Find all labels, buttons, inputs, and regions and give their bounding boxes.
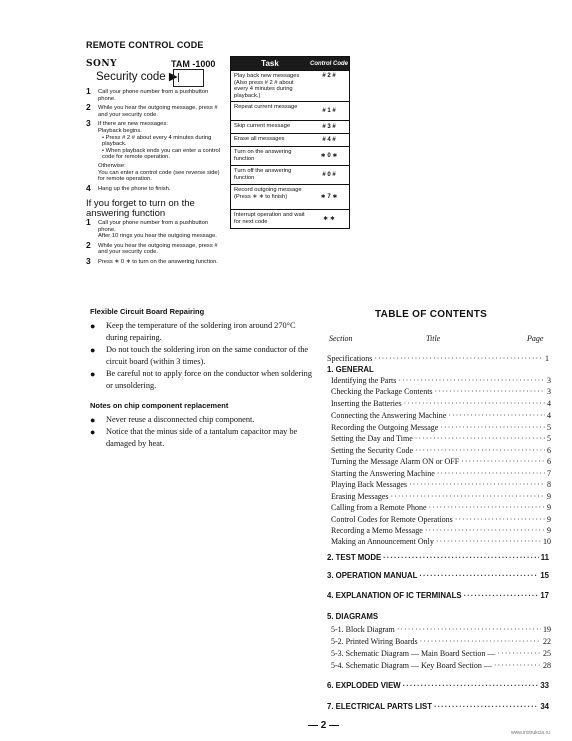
step-text: While you hear the outgoing message, press # and your security code. [98, 242, 218, 256]
toc-entry-label: 2. TEST MODE [327, 553, 382, 562]
toc-entry [329, 457, 551, 469]
security-code-label: Security code ▶ [96, 71, 178, 83]
list-item-text: Never reuse a disconnected chip component. [106, 415, 255, 424]
toc-entry-label: Playing Back Messages [331, 480, 407, 489]
toc-entry-label: Setting the Security Code [331, 446, 413, 455]
toc-entry-label: Connecting the Answering Machine [331, 411, 447, 420]
toc-entry-page: 10 [543, 537, 551, 546]
list-item-text: Do not touch the soldering iron on the same conductor of the circuit board (within 3 times). [106, 345, 309, 366]
toc-entry-label: Inserting the Batteries [331, 399, 402, 408]
toc-leader-dots [398, 376, 545, 385]
step-text: If there are new messages: [98, 121, 168, 128]
step-number: 4 [86, 182, 91, 193]
page-number: — 2 — [308, 720, 340, 731]
toc-entry-page: 25 [543, 649, 551, 658]
code-cell: ∗ 0 ∗ [320, 152, 338, 159]
list-item [88, 344, 313, 368]
toc-entry-page: 34 [540, 702, 549, 711]
toc-entry-label: Setting the Day and Time [331, 434, 413, 443]
toc-entry-label: Erasing Messages [331, 492, 389, 501]
step-number: 3 [86, 255, 91, 266]
step-number: 2 [86, 102, 91, 113]
toc-entry-page: 4 [547, 411, 551, 420]
forget-title: If you forget to turn on the answering function [86, 198, 195, 219]
task-cell: Skip current message [234, 123, 291, 129]
toc-entry [329, 480, 551, 492]
toc-entry-label: Starting the Answering Machine [331, 469, 435, 478]
task-table-header [231, 57, 349, 70]
toc-entry-page: 3 [547, 376, 551, 385]
toc-entry-label: 5. DIAGRAMS [327, 612, 379, 621]
toc-entry [329, 649, 551, 661]
step-number: 2 [86, 239, 91, 250]
chip-notes-title: Notes on chip component replacement [90, 401, 229, 410]
toc-leader-dots [415, 446, 545, 455]
toc-entry [329, 637, 551, 649]
bullet-icon: ● [90, 321, 96, 331]
toc-entry [329, 387, 551, 399]
toc-entry-page: 6 [547, 457, 551, 466]
list-item [88, 426, 313, 450]
toc-leader-dots [440, 423, 545, 432]
step-number: 1 [86, 86, 91, 96]
toc-section-header: Section [329, 334, 353, 343]
step-number: 3 [86, 118, 91, 129]
step-item [86, 102, 221, 118]
toc-entry-page: 1 [545, 354, 549, 363]
toc-entry [329, 411, 551, 423]
bullet-icon: ● [90, 415, 96, 425]
code-cell: # 2 # [322, 73, 336, 79]
toc-entry-page: 5 [547, 423, 551, 432]
step-item [86, 86, 221, 102]
toc-leader-dots [461, 457, 545, 466]
toc-entry [327, 702, 549, 714]
step-text: Call your phone number from a pushbutton phone. [98, 89, 209, 102]
flexible-circuit-list [88, 320, 313, 392]
security-code-box-divider [178, 73, 179, 82]
task-cell: Play back new messages (Also press # 2 # about every 4 minutes during playback.) [234, 73, 300, 99]
toc-entry [329, 537, 551, 549]
toc-entry-page: 9 [547, 492, 551, 501]
task-cell: Record outgoing message (Press ∗ ∗ to finish) [234, 187, 302, 200]
remote-steps [86, 86, 221, 195]
toc-leader-dots [429, 503, 545, 512]
toc-entry-label: Turning the Message Alarm ON or OFF [331, 457, 460, 466]
step-subline: • Press # 2 # about every 4 minutes during playback. [102, 134, 212, 148]
toc-entry-page: 11 [540, 553, 549, 562]
task-cell: Erase all messages [234, 136, 285, 142]
table-row [231, 209, 349, 228]
toc-entry-label: Specifications [327, 354, 373, 363]
table-row [231, 101, 349, 120]
table-row [231, 70, 349, 101]
toc-leader-dots [419, 571, 538, 580]
toc-entry-label: Control Codes for Remote Operations [331, 515, 453, 524]
toc-entry-page: 17 [540, 591, 549, 600]
task-cell: Repeat current message [234, 104, 298, 110]
toc-leader-dots [494, 661, 541, 670]
toc-entry [329, 434, 551, 446]
toc-leader-dots [455, 515, 545, 524]
list-item [88, 320, 313, 344]
toc-entry-label: 6. EXPLODED VIEW [327, 681, 401, 690]
toc-leader-dots [409, 480, 545, 489]
code-cell: ∗ 7 ∗ [320, 193, 338, 200]
remote-control-title: REMOTE CONTROL CODE [86, 40, 204, 50]
toc-entry-label: 5-2. Printed Wiring Boards [331, 637, 418, 646]
toc-entry [327, 681, 549, 693]
table-row [231, 133, 349, 146]
toc-entry-label: 5-4. Schematic Diagram — Key Board Section — [331, 661, 492, 670]
toc-entry-label: Identifying the Parts [331, 376, 397, 385]
step-otherwise-label: Otherwise: [98, 162, 126, 169]
step-text: Call your phone number from a pushbutton phone. [98, 220, 209, 233]
toc-page-header: Page [527, 334, 544, 343]
list-item-text: Keep the temperature of the soldering iron around 270°C during repairing. [106, 321, 296, 342]
step-subline: Playback begins. [98, 127, 142, 134]
code-cell: ∗ ∗ [323, 215, 335, 222]
step-number: 1 [86, 217, 91, 227]
toc-entry-label: 7. ELECTRICAL PARTS LIST [327, 702, 432, 711]
toc-entry-label: 5-1. Block Diagram [331, 625, 395, 634]
step-item [86, 182, 221, 193]
table-row [231, 165, 349, 184]
toc-entry-page: 6 [547, 446, 551, 455]
step-text: Hang up the phone to finish. [98, 185, 171, 192]
task-table [230, 56, 350, 229]
step-subline: • When playback ends you can enter a control code for remote operation. [102, 147, 221, 161]
step-text: While you hear the outgoing message, press # and your security code. [98, 105, 218, 118]
brand-logo: SONY [86, 59, 117, 69]
toc-entry-page: 3 [547, 387, 551, 396]
control-code-column-header: Control Code [310, 60, 348, 67]
toc-entry-label: Making an Announcement Only [331, 537, 434, 546]
toc-entry-label: Checking the Package Contents [331, 387, 433, 396]
list-item-text: Be careful not to apply force on the conductor when soldering or unsoldering. [106, 369, 312, 390]
toc-leader-dots [397, 625, 541, 634]
code-cell: # 1 # [322, 107, 336, 114]
toc-entry-page: 9 [547, 503, 551, 512]
toc-title: TABLE OF CONTENTS [375, 309, 488, 320]
toc-leader-dots [415, 434, 545, 443]
list-item-text: Notice that the minus side of a tantalum capacitor may be damaged by heat. [106, 427, 298, 448]
toc-leader-dots [497, 649, 541, 658]
task-cell: Turn off the answering function [234, 168, 292, 181]
toc-leader-dots [425, 526, 545, 535]
step-item [86, 118, 221, 183]
toc-leader-dots [420, 637, 541, 646]
toc-entry-page: 5 [547, 434, 551, 443]
step-item [86, 255, 221, 266]
toc-leader-dots [434, 702, 538, 711]
toc-leader-dots [437, 469, 545, 478]
toc-entry [327, 571, 549, 583]
toc-leader-dots [435, 387, 545, 396]
step-item [86, 239, 221, 256]
chip-notes-list [88, 414, 313, 450]
bullet-icon: ● [90, 369, 96, 379]
table-row [231, 184, 349, 209]
toc-leader-dots [448, 411, 545, 420]
forget-steps [86, 217, 221, 269]
toc-entry-label: Calling from a Remote Phone [331, 503, 427, 512]
toc-entry-page: 9 [547, 515, 551, 524]
toc-entry-page: 7 [547, 469, 551, 478]
toc-entry [329, 625, 551, 637]
code-cell: # 3 # [322, 123, 336, 130]
step-subline: After 10 rings you hear the outgoing message. [98, 233, 217, 240]
toc-leader-dots [436, 537, 541, 546]
toc-entry-page: 28 [543, 661, 551, 670]
model-number: TAM -1000 [171, 59, 216, 69]
watermark: www.instrukcia.ru [511, 730, 550, 736]
toc-entry [327, 553, 549, 565]
toc-entry [329, 661, 551, 673]
toc-leader-dots [391, 492, 545, 501]
code-cell: # 4 # [322, 136, 336, 143]
toc-entry-page: 22 [543, 637, 551, 646]
step-item [86, 217, 221, 240]
toc-entry-label: 3. OPERATION MANUAL [327, 571, 418, 580]
toc-entry [329, 503, 551, 515]
task-cell: Turn on the answering function [234, 149, 292, 162]
step-otherwise-text: You can enter a control code (see reverse side) for remote operation. [98, 169, 220, 183]
toc-entry-page: 19 [543, 625, 551, 634]
bullet-icon: ● [90, 427, 96, 437]
toc-entry-label: Recording a Memo Message [331, 526, 423, 535]
list-item [88, 414, 313, 426]
toc-leader-dots [464, 591, 539, 600]
toc-title-header: Title [426, 334, 441, 343]
toc-entry [327, 612, 549, 624]
toc-entry-label: 5-3. Schematic Diagram — Main Board Section — [331, 649, 496, 658]
table-row [231, 120, 349, 133]
toc-entry-label: 4. EXPLANATION OF IC TERMINALS [327, 591, 462, 600]
bullet-icon: ● [90, 345, 96, 355]
flexible-circuit-title: Flexible Circuit Board Repairing [90, 307, 205, 316]
toc-entry [329, 399, 551, 411]
toc-entry-label: Recording the Outgoing Message [331, 423, 439, 432]
toc-leader-dots [404, 399, 545, 408]
list-item [88, 368, 313, 392]
toc-leader-dots [383, 553, 539, 562]
toc-leader-dots [374, 354, 543, 363]
toc-entry-page: 8 [547, 480, 551, 489]
toc-entry-page: 9 [547, 526, 551, 535]
toc-entry-page: 15 [540, 571, 549, 580]
task-cell: Interrupt operation and wait for next code [234, 212, 305, 225]
toc-leader-dots [403, 681, 539, 690]
toc-entry-page: 33 [540, 681, 549, 690]
step-text: Press ∗ 0 ∗ to turn on the answering function. [98, 258, 218, 265]
table-row [231, 146, 349, 165]
code-cell: # 0 # [322, 171, 336, 178]
toc-entry-label: 1. GENERAL [327, 365, 374, 374]
toc-entry [327, 591, 549, 603]
toc-entry-page: 4 [547, 399, 551, 408]
task-column-header: Task [261, 59, 279, 68]
